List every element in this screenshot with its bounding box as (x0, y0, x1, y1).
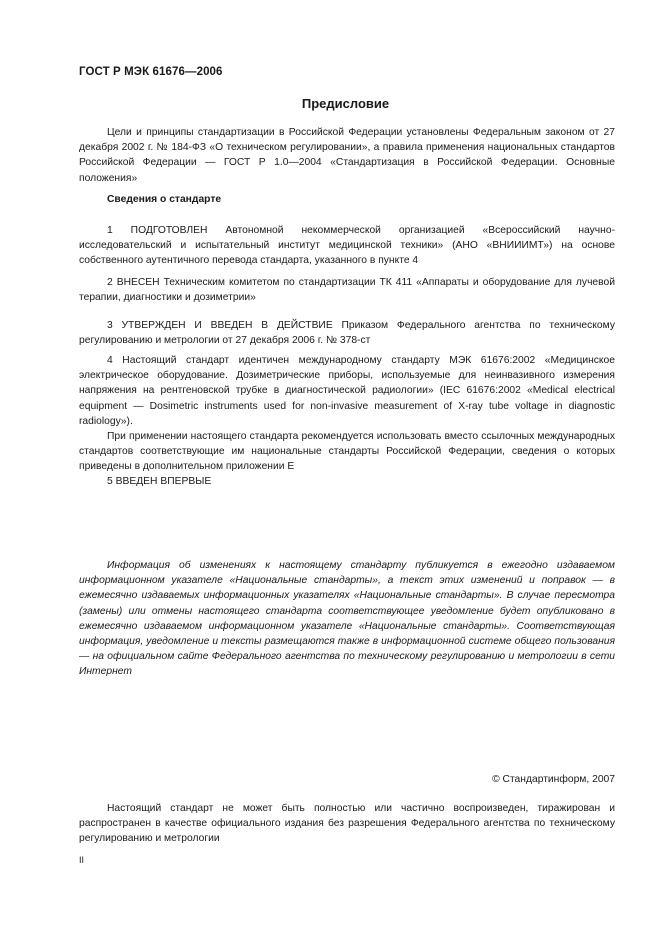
intro-paragraph: Цели и принципы стандартизации в Российской Федерации установлены Федеральным законом от 27 декабря 2002 г. № 184-ФЗ «О техническом регулировании», а правила применения национальных стандартов Российской Федерации — ГОСТ Р 1.0—2004 «Стандартизация в Российской Федерации. Основные положения» (79, 127, 615, 184)
item-1-section (79, 223, 615, 269)
item-3-paragraph: 3 УТВЕРЖДЕН И ВВЕДЕН В ДЕЙСТВИЕ Приказом Федерального агентства по техническому регулированию и метрологии от 27 декабря 2006 г. № 378-ст (79, 320, 615, 347)
item-4-note-paragraph: При применении настоящего стандарта рекомендуется использовать вместо ссылочных международных стандартов соответствующие им национальные стандарты Российской Федерации, сведения о которых приведены в дополнительном приложении Е (79, 431, 615, 473)
page-title: Предисловие (301, 96, 390, 111)
info-notice-section (79, 558, 615, 680)
reproduction-notice-section (79, 801, 615, 847)
document-code: ГОСТ Р МЭК 61676—2006 (79, 66, 223, 78)
item-3-section (79, 318, 615, 348)
info-notice-paragraph: Информация об изменениях к настоящему стандарту публикуется в ежегодно издаваемом информационном указателе «Национальные стандарты», а текст этих изменений и поправок — в ежемесячно издаваемых информационных указателях «Национальные стандарты». В случае пересмотра (замены) или отмены настоящего стандарта соответствующее уведомление будет опубликовано в ежемесячно издаваемом информационном указателе «Национальные стандарты». Соответствующая информация, уведомление и тексты размещаются также в информационной системе общего пользования — на официальном сайте Федерального агентства по техническому регулированию и метрологии в сети Интернет (79, 560, 615, 678)
intro-section (79, 125, 615, 186)
item-4-section (79, 353, 615, 475)
copyright-line: © Стандартинформ, 2007 (492, 774, 615, 785)
item-1-paragraph: 1 ПОДГОТОВЛЕН Автономной некоммерческой организацией «Всероссийский научно-исследовательский и испытательный институт медицинской техники» (АНО «ВНИИИМТ») на основе собственного аутентичного перевода стандарта, указанного в пункте 4 (79, 225, 615, 267)
page-number: II (79, 855, 85, 865)
item-5-paragraph: 5 ВВЕДЕН ВПЕРВЫЕ (107, 476, 212, 487)
item-2-section (79, 275, 615, 305)
standard-info-heading: Сведения о стандарте (107, 194, 222, 205)
item-4-paragraph: 4 Настоящий стандарт идентичен международному стандарту МЭК 61676:2002 «Медицинское электрическое оборудование. Дозиметрические приборы, используемые для неинвазивного измерения напряжения на рентгеновской трубке в диагностической радиологии» (IEC 61676:2002 «Medical electrical equipment — Dosimetric instruments used for non-invasive measurement of X-ray tube voltage in diagnostic radiology»). (79, 355, 615, 427)
item-5-section (79, 474, 615, 489)
reproduction-notice-paragraph: Настоящий стандарт не может быть полностью или частично воспроизведен, тиражирован и распространен в качестве официального издания без разрешения Федерального агентства по техническому регулированию и метрологии (79, 803, 615, 845)
item-2-paragraph: 2 ВНЕСЕН Техническим комитетом по стандартизации ТК 411 «Аппараты и оборудование для лучевой терапии, диагностики и дозиметрии» (79, 277, 615, 304)
